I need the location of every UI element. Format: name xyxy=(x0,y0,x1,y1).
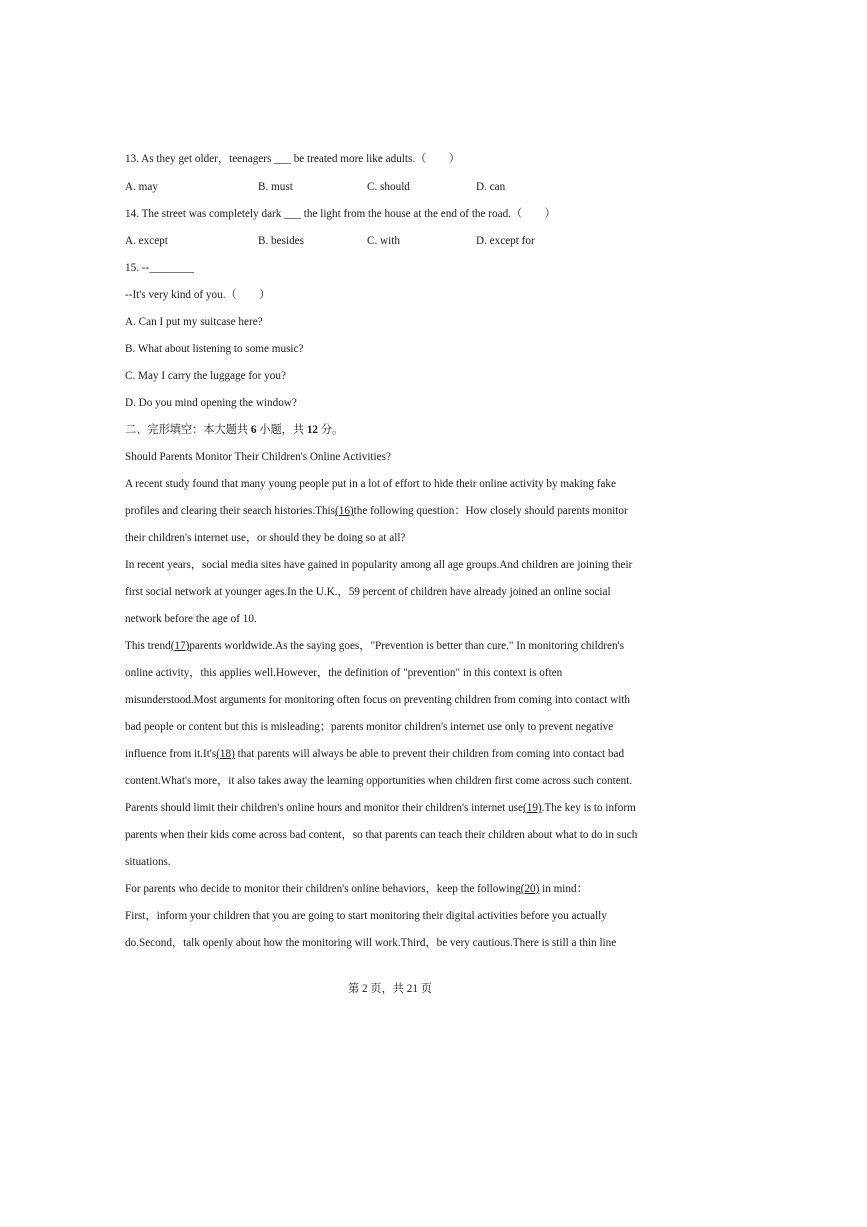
q15-option-b: B. What about listening to some music? xyxy=(125,343,304,355)
passage-line: In recent years，social media sites have gained in popularity among all age groups.And children are joining their xyxy=(125,559,633,571)
passage-text: .The key is to inform xyxy=(541,802,636,814)
passage-line: First，inform your children that you are going to start monitoring their digital activities before you actually xyxy=(125,910,607,922)
blank-19: (19) xyxy=(523,802,542,814)
q15-reply: --It's very kind of you.（ ） xyxy=(125,289,271,301)
passage-line: situations. xyxy=(125,856,171,868)
section-heading-score: 12 xyxy=(306,424,319,436)
section-heading-part-a: 二、完形填空：本大题共 xyxy=(125,424,251,436)
q13-option-d: D. can xyxy=(476,181,506,193)
passage-line: bad people or content but this is misleading；parents monitor children's internet use only to prevent negative xyxy=(125,721,614,733)
blank-20: (20) xyxy=(520,883,540,895)
passage-line xyxy=(125,504,628,518)
section-heading-part-b: 小题，共 xyxy=(256,424,307,436)
passage-line xyxy=(125,801,636,815)
blank-17: (17) xyxy=(170,640,190,652)
q13-stem: 13. As they get older，teenagers ___ be treated more like adults.（ ） xyxy=(125,153,460,165)
passage-line xyxy=(125,747,624,761)
page-number-footer: 第 2 页，共 21 页 xyxy=(348,983,432,995)
passage-text: profiles and clearing their search histories.This xyxy=(125,505,336,517)
passage-line: A recent study found that many young people put in a lot of effort to hide their online activity by making fake xyxy=(125,478,616,490)
q14-option-d: D. except for xyxy=(476,235,535,247)
q15-option-c: C. May I carry the luggage for you? xyxy=(125,370,286,382)
passage-line: network before the age of 10. xyxy=(125,613,257,625)
q14-option-c: C. with xyxy=(367,235,400,247)
passage-text: influence from it.It's xyxy=(125,748,217,760)
passage-line xyxy=(125,882,588,896)
passage-text: in mind： xyxy=(539,883,588,895)
q13-option-a: A. may xyxy=(125,181,158,193)
passage-title: Should Parents Monitor Their Children's Online Activities? xyxy=(125,451,391,463)
passage-line: content.What's more，it also takes away the learning opportunities when children first come across such content. xyxy=(125,775,633,787)
q14-option-b: B. besides xyxy=(258,235,304,247)
passage-line xyxy=(125,639,624,653)
q15-stem: 15. --________ xyxy=(125,262,194,274)
section-heading xyxy=(125,423,343,437)
q14-option-a: A. except xyxy=(125,235,168,247)
blank-18: (18) xyxy=(216,748,235,760)
passage-line: their children's internet use，or should they be doing so at all? xyxy=(125,532,406,544)
passage-line: first social network at younger ages.In the U.K.，59 percent of children have already joined an online social xyxy=(125,586,611,598)
passage-text: that parents will always be able to prevent their children from coming into contact bad xyxy=(234,748,625,760)
passage-text: Parents should limit their children's online hours and monitor their children's internet use xyxy=(125,802,524,814)
q14-stem: 14. The street was completely dark ___ the light from the house at the end of the road.（ ） xyxy=(125,208,556,220)
q15-option-d: D. Do you mind opening the window? xyxy=(125,397,297,409)
blank-16: (16) xyxy=(335,505,354,517)
passage-text: For parents who decide to monitor their children's online behaviors，keep the following xyxy=(125,883,521,895)
passage-line: do.Second，talk openly about how the monitoring will work.Third，be very cautious.There is still a thin line xyxy=(125,937,617,949)
q13-option-c: C. should xyxy=(367,181,410,193)
passage-text: This trend xyxy=(125,640,171,652)
passage-line: parents when their kids come across bad content，so that parents can teach their children about what to do in such xyxy=(125,829,638,841)
passage-text: parents worldwide.As the saying goes，"Prevention is better than cure." In monitoring children's xyxy=(189,640,624,652)
passage-text: the following question：How closely should parents monitor xyxy=(353,505,628,517)
passage-line: misunderstood.Most arguments for monitoring often focus on preventing children from coming into contact with xyxy=(125,694,631,706)
section-heading-question-count: 6 xyxy=(250,424,257,436)
section-heading-part-c: 分。 xyxy=(318,424,344,436)
passage-line: online activity，this applies well.However，the definition of "prevention" in this context is often xyxy=(125,667,563,679)
q13-option-b: B. must xyxy=(258,181,293,193)
q15-option-a: A. Can I put my suitcase here? xyxy=(125,316,263,328)
